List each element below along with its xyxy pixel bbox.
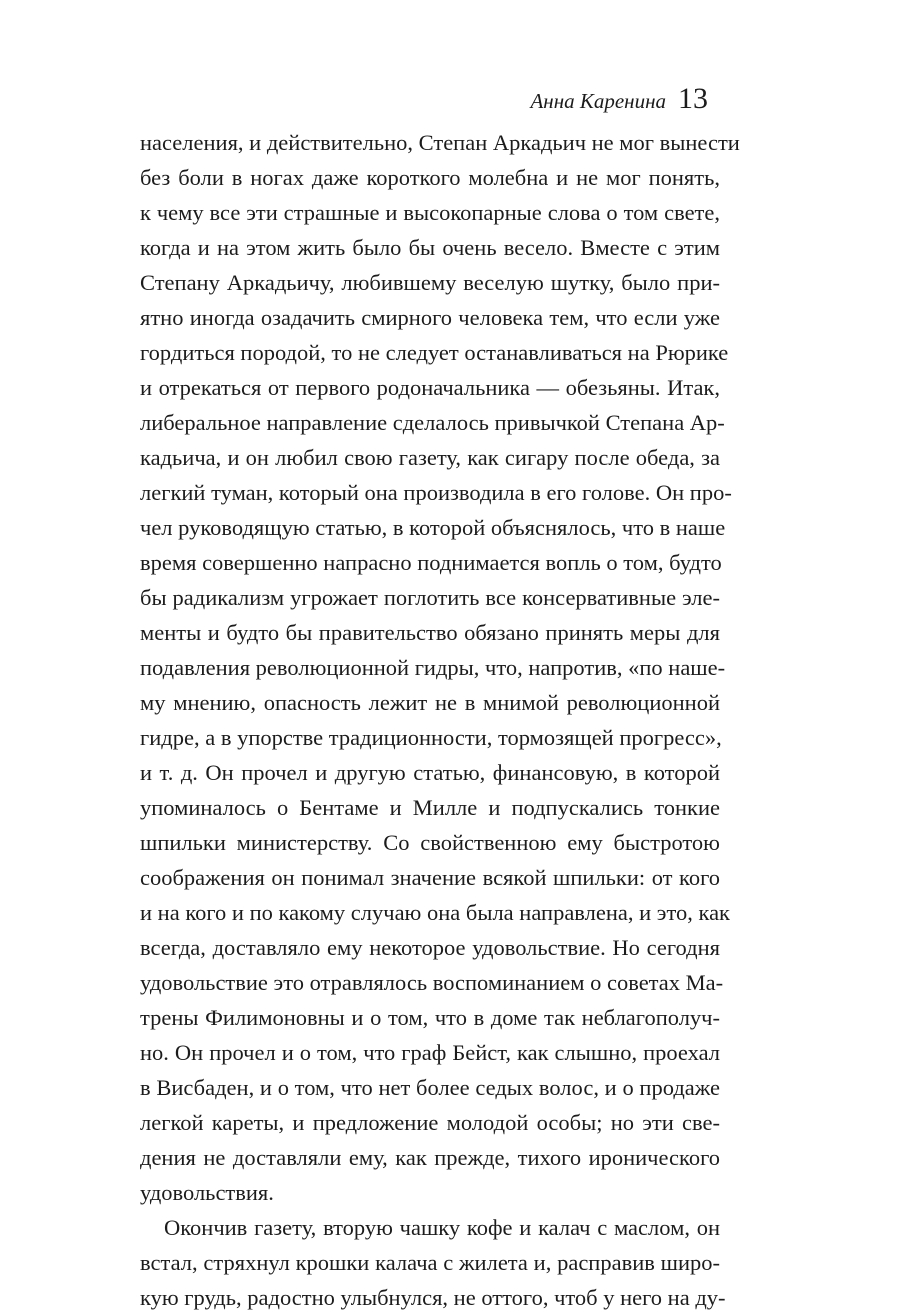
text-line: легкий туман, который она производила в его голове. Он про- <box>140 480 732 505</box>
text-line: бы радикализм угрожает поглотить все консервативные эле- <box>140 585 720 610</box>
text-line: шпильки министерству. Со свойственною ему быстротою <box>140 830 720 855</box>
text-line: встал, стряхнул крошки калача с жилета и, расправив широ- <box>140 1250 720 1275</box>
text-line: кадьича, и он любил свою газету, как сигару после обеда, за <box>140 445 720 470</box>
text-line: гидре, а в упорстве традиционности, тормозящей прогресс», <box>140 725 722 750</box>
text-line: трены Филимоновны и о том, что в доме так неблагополуч- <box>140 1005 720 1030</box>
text-line: к чему все эти страшные и высокопарные слова о том свете, <box>140 200 720 225</box>
text-line: упоминалось о Бентаме и Милле и подпускались тонкие <box>140 795 720 820</box>
text-line: подавления революционной гидры, что, напротив, «по наше- <box>140 655 726 680</box>
text-line: в Висбаден, и о том, что нет более седых волос, и о продаже <box>140 1075 720 1100</box>
text-line: соображения он понимал значение всякой шпильки: от кого <box>140 865 720 890</box>
text-line: удовольствия. <box>140 1180 274 1205</box>
running-title: Анна Каренина <box>530 89 666 113</box>
text-line: ятно иногда озадачить смирного человека тем, что если уже <box>140 305 720 330</box>
text-line: Окончив газету, вторую чашку кофе и калач с маслом, он <box>164 1215 720 1240</box>
text-line: но. Он прочел и о том, что граф Бейст, как слышно, проехал <box>140 1040 720 1065</box>
text-line: и на кого и по какому случаю она была направлена, и это, как <box>140 900 730 925</box>
text-line: легкой кареты, и предложение молодой особы; но эти све- <box>140 1110 720 1135</box>
text-line: му мнению, опасность лежит не в мнимой революционной <box>140 690 720 715</box>
text-line: и т. д. Он прочел и другую статью, финансовую, в которой <box>140 760 720 785</box>
paragraph-2 <box>140 1210 726 1315</box>
text-line: без боли в ногах даже короткого молебна и не мог понять, <box>140 165 720 190</box>
text-line: менты и будто бы правительство обязано принять меры для <box>140 620 720 645</box>
text-line: удовольствие это отравлялось воспоминанием о советах Ма- <box>140 970 724 995</box>
text-line: когда и на этом жить было бы очень весело. Вместе с этим <box>140 235 720 260</box>
text-line: чел руководящую статью, в которой объяснялось, что в наше <box>140 515 726 540</box>
paragraph-1 <box>140 125 740 1210</box>
running-head <box>530 82 708 116</box>
text-line: гордиться породой, то не следует останавливаться на Рюрике <box>140 340 729 365</box>
page-number: 13 <box>678 82 708 115</box>
text-line: и отрекаться от первого родоначальника — обезьяны. Итак, <box>140 375 720 400</box>
text-line: всегда, доставляло ему некоторое удовольствие. Но сегодня <box>140 935 720 960</box>
text-line: населения, и действительно, Степан Аркадьич не мог вынести <box>140 130 740 155</box>
text-line: Степану Аркадьичу, любившему веселую шутку, было при- <box>140 270 720 295</box>
text-line: либеральное направление сделалось привычкой Степана Ар- <box>140 410 725 435</box>
text-line: дения не доставляли ему, как прежде, тихого иронического <box>140 1145 720 1170</box>
text-line: время совершенно напрасно поднимается вопль о том, будто <box>140 550 722 575</box>
body-text <box>140 125 740 1315</box>
text-line: кую грудь, радостно улыбнулся, не оттого, чтоб у него на ду- <box>140 1285 726 1310</box>
